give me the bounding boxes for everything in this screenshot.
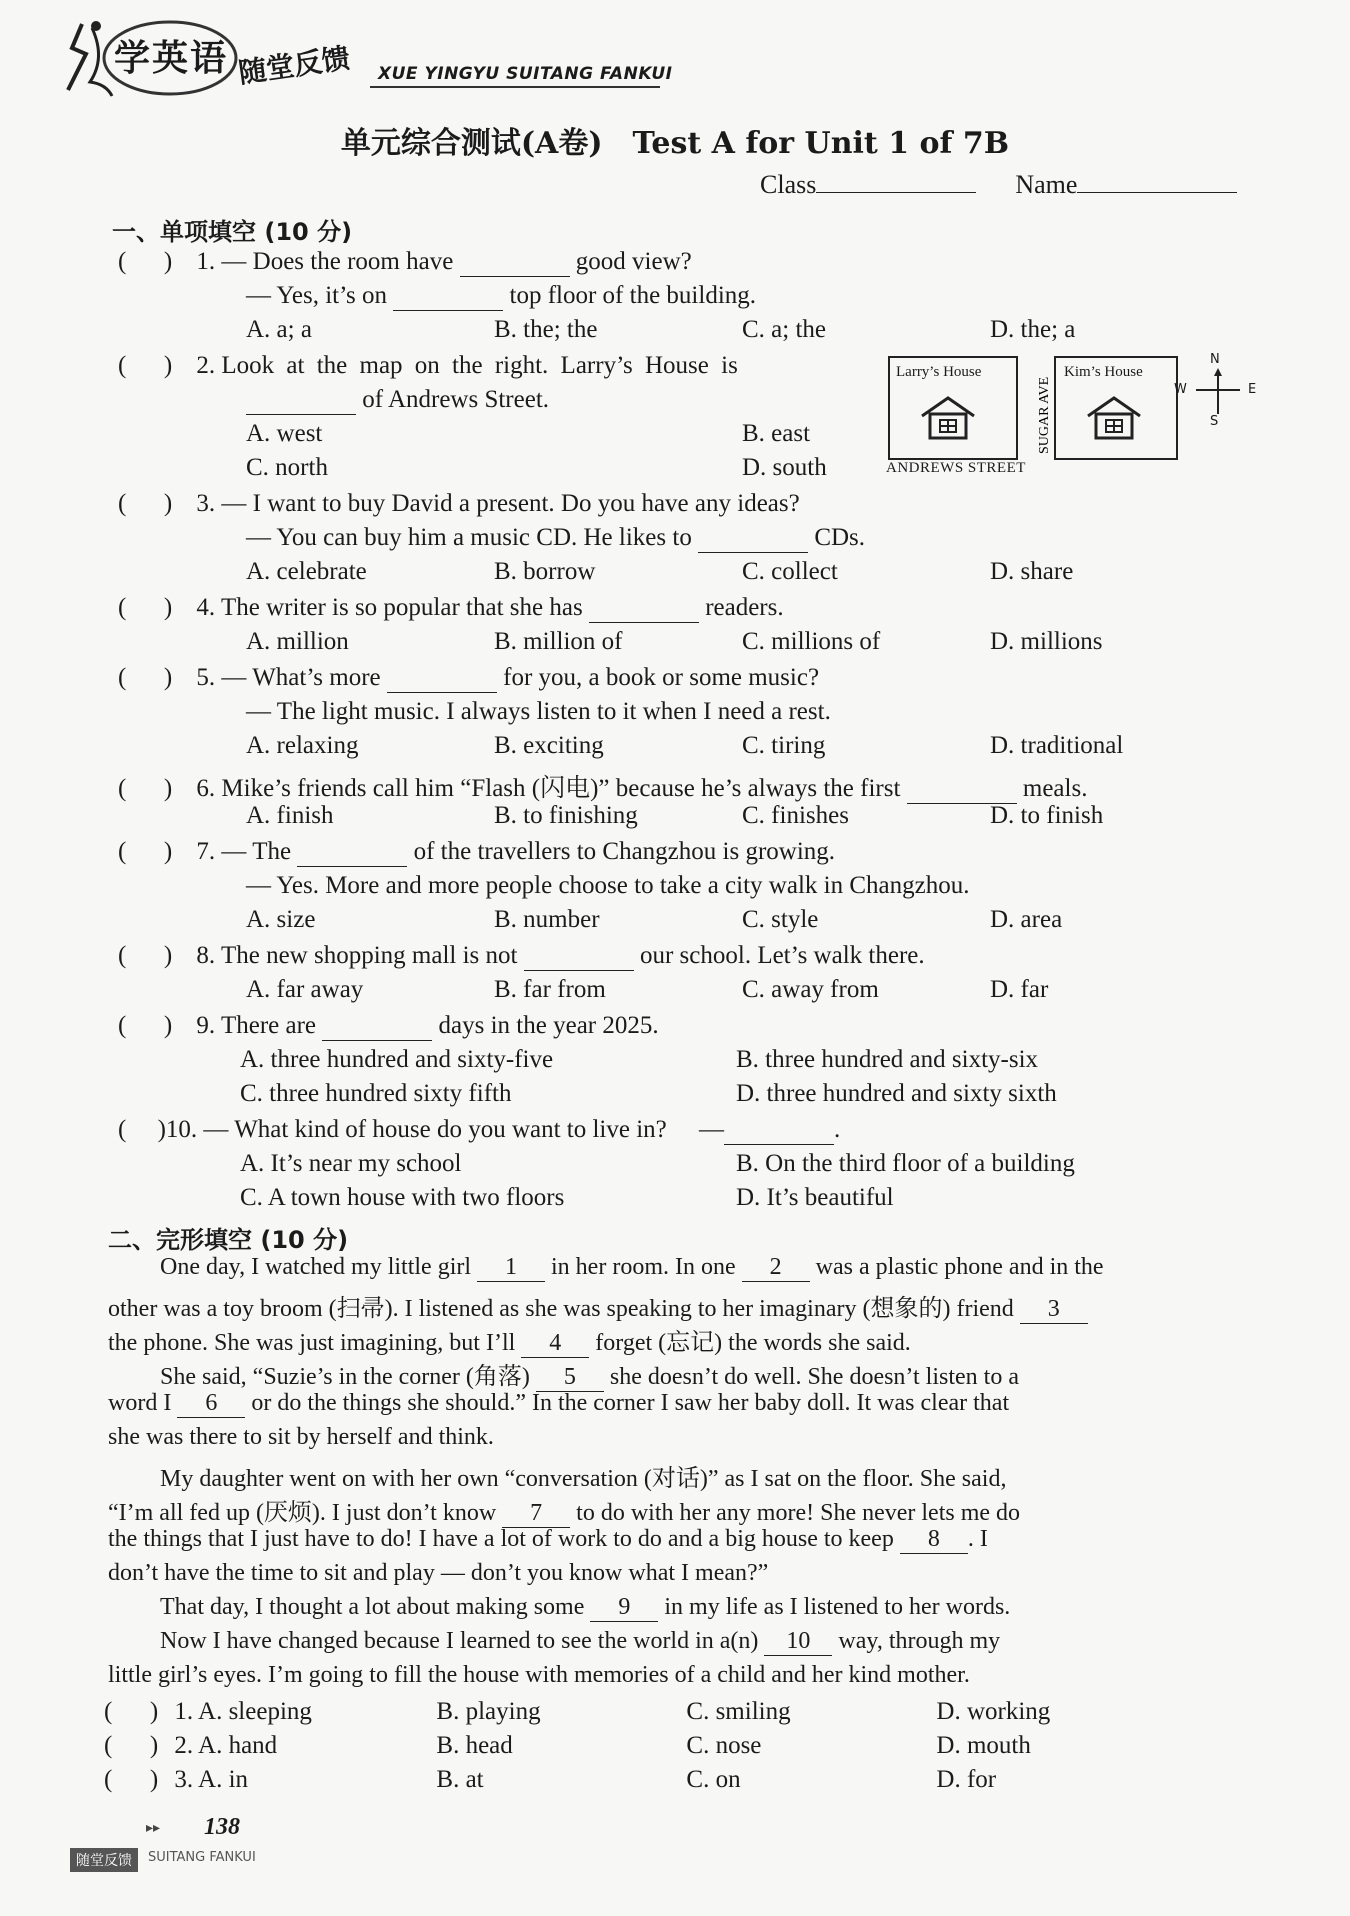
cloze-blank[interactable]: 9: [590, 1594, 658, 1622]
house-icon: [1084, 394, 1144, 442]
house-icon: [918, 394, 978, 442]
question-6-options: A. finish B. to finishing C. finishes D. to finish: [246, 802, 1104, 829]
question-7: ( ) 7. — The of the travellers to Changzhou is growing.: [118, 838, 836, 865]
blank[interactable]: [724, 1116, 834, 1145]
blank[interactable]: [246, 386, 356, 415]
cloze-p3-line3: the things that I just have to do! I have a lot of work to do and a big house to keep 8 . I: [108, 1526, 988, 1552]
question-7-line2: — Yes. More and more people choose to take a city walk in Changzhou.: [246, 872, 970, 899]
answer-paren[interactable]: ( ): [118, 594, 173, 621]
andrews-street-label: ANDREWS STREET: [886, 460, 1026, 476]
logo-subtitle: 随堂反馈: [236, 41, 352, 90]
question-2-options-ab: A. west B. east: [246, 420, 811, 447]
answer-paren[interactable]: ( ): [118, 490, 173, 517]
answer-paren[interactable]: ( ): [118, 352, 173, 379]
blank[interactable]: [698, 524, 808, 553]
answer-paren[interactable]: ( ): [118, 942, 173, 969]
cloze-p2-line1: She said, “Suzie’s in the corner (角落) 5 she doesn’t do well. She doesn’t listen to a: [160, 1364, 1019, 1390]
blank[interactable]: [589, 594, 699, 623]
question-5: ( ) 5. — What’s more for you, a book or some music?: [118, 664, 820, 691]
question-1: ( ) 1. — Does the room have good view?: [118, 248, 692, 275]
question-10: ( )10. — What kind of house do you want to live in? — .: [118, 1116, 841, 1143]
cloze-p2-line3: she was there to sit by herself and think.: [108, 1424, 494, 1450]
cloze-options-2: ( ) 2. A. hand B. head C. nose D. mouth: [104, 1732, 1031, 1759]
blank[interactable]: [907, 775, 1017, 804]
question-9-options-ab: A. three hundred and sixty-five B. three hundred and sixty-six: [240, 1046, 1039, 1073]
class-blank[interactable]: [816, 192, 976, 193]
logo-title: 学英语: [114, 38, 229, 79]
question-10-options-cd: C. A town house with two floors D. It’s beautiful: [240, 1184, 894, 1211]
answer-paren[interactable]: ( ): [118, 248, 173, 275]
question-3-line2: — You can buy him a music CD. He likes to CDs.: [246, 524, 866, 551]
blank[interactable]: [524, 942, 634, 971]
answer-paren[interactable]: ( ): [104, 1732, 159, 1759]
logo-pinyin: XUE YINGYU SUITANG FANKUI: [378, 64, 673, 84]
map-figure: [888, 352, 1260, 478]
answer-paren[interactable]: ( ): [104, 1766, 159, 1793]
cloze-blank[interactable]: 10: [764, 1628, 832, 1656]
name-blank[interactable]: [1077, 192, 1237, 193]
section1-heading: 一、单项填空 (10 分): [112, 218, 353, 246]
question-2: ( ) 2. Look at the map on the right. Larry’s House is: [118, 352, 738, 379]
footer-tag: 随堂反馈 SUITANG FANKUI: [70, 1846, 270, 1872]
cloze-p1-line2: other was a toy broom (扫帚). I listened as she was speaking to her imaginary (想象的) friend 3: [108, 1288, 1088, 1324]
cloze-blank[interactable]: 7: [502, 1500, 570, 1528]
cloze-p3-line4: don’t have the time to sit and play — don’t you know what I mean?”: [108, 1560, 769, 1586]
cloze-options-1: ( ) 1. A. sleeping B. playing C. smiling D. working: [104, 1698, 1051, 1725]
question-1-line2: — Yes, it’s on top floor of the building.: [246, 282, 757, 309]
cloze-options-3: ( ) 3. A. in B. at C. on D. for: [104, 1766, 997, 1793]
question-4-options: A. million B. million of C. millions of D. millions: [246, 628, 1103, 655]
question-3-options: A. celebrate B. borrow C. collect D. share: [246, 558, 1074, 585]
compass-icon: N S W E: [1174, 352, 1257, 429]
question-3: ( ) 3. — I want to buy David a present. Do you have any ideas?: [118, 490, 800, 517]
answer-paren[interactable]: ( ): [118, 1012, 173, 1039]
cloze-p5-line2: little girl’s eyes. I’m going to fill the house with memories of a child and her kind mother.: [108, 1662, 970, 1688]
cloze-blank[interactable]: 5: [536, 1364, 604, 1392]
cloze-p3-line1: My daughter went on with her own “conversation (对话)” as I sat on the floor. She said,: [160, 1466, 1007, 1492]
larry-house-box: [888, 356, 1018, 460]
cloze-blank[interactable]: 3: [1020, 1296, 1088, 1324]
question-9-options-cd: C. three hundred sixty fifth D. three hundred and sixty sixth: [240, 1080, 1057, 1107]
logo-underline: [370, 86, 660, 88]
blank[interactable]: [322, 1012, 432, 1041]
answer-paren[interactable]: ( ): [118, 775, 173, 802]
answer-paren[interactable]: ( ): [118, 838, 173, 865]
question-8: ( ) 8. The new shopping mall is not our school. Let’s walk there.: [118, 942, 925, 969]
blank[interactable]: [393, 282, 503, 311]
cloze-blank[interactable]: 8: [900, 1526, 968, 1554]
answer-paren[interactable]: (: [118, 1116, 158, 1143]
kim-house-box: [1054, 356, 1178, 460]
cloze-blank[interactable]: 4: [521, 1330, 589, 1358]
svg-text:SUGAR AVE: SUGAR AVE: [1037, 376, 1052, 454]
question-5-line2: — The light music. I always listen to it when I need a rest.: [246, 698, 831, 725]
question-5-options: A. relaxing B. exciting C. tiring D. traditional: [246, 732, 1124, 759]
cloze-p2-line2: word I 6 or do the things she should.” In the corner I saw her baby doll. It was clear that: [108, 1390, 1010, 1416]
section2-heading: 二、完形填空 (10 分): [108, 1226, 349, 1254]
question-7-options: A. size B. number C. style D. area: [246, 906, 1063, 933]
page-title: 单元综合测试(A卷) Test A for Unit 1 of 7B: [340, 126, 1010, 161]
blank[interactable]: [460, 248, 570, 277]
cloze-blank[interactable]: 2: [742, 1254, 810, 1282]
question-1-options: A. a; a B. the; the C. a; the D. the; a: [246, 316, 1076, 343]
cloze-blank[interactable]: 1: [477, 1254, 545, 1282]
question-10-options-ab: A. It’s near my school B. On the third floor of a building: [240, 1150, 1075, 1177]
sugar-ave-label: [1034, 358, 1052, 462]
cloze-blank[interactable]: 6: [177, 1390, 245, 1418]
cloze-p4-line1: That day, I thought a lot about making some 9 in my life as I listened to her words.: [160, 1594, 1011, 1620]
cloze-p1-line3: the phone. She was just imagining, but I’ll 4 forget (忘记) the words she said.: [108, 1330, 911, 1356]
cloze-p5-line1: Now I have changed because I learned to see the world in a(n) 10 way, through my: [160, 1628, 1001, 1654]
page-number: 138: [204, 1814, 240, 1840]
blank[interactable]: [387, 664, 497, 693]
question-6: ( ) 6. Mike’s friends call him “Flash (闪电)” because he’s always the first meals.: [118, 775, 1088, 802]
name-label: Name: [1015, 170, 1078, 199]
question-2-line2: of Andrews Street.: [246, 386, 549, 415]
question-8-options: A. far away B. far from C. away from D. far: [246, 976, 1049, 1003]
class-label: Class: [760, 170, 817, 199]
kim-house-label: Kim’s House: [1064, 364, 1143, 380]
question-4: ( ) 4. The writer is so popular that she has readers.: [118, 594, 784, 621]
cloze-p3-line2: “I’m all fed up (厌烦). I just don’t know 7 to do with her any more! She never lets me do: [108, 1500, 1021, 1526]
double-arrow-icon: ▸▸: [146, 1820, 161, 1836]
question-9: ( ) 9. There are days in the year 2025.: [118, 1012, 659, 1039]
cloze-p1-line1: One day, I watched my little girl 1 in her room. In one 2 was a plastic phone and in the: [160, 1254, 1104, 1280]
larry-house-label: Larry’s House: [896, 364, 982, 380]
answer-paren[interactable]: ( ): [118, 664, 173, 691]
question-2-options-cd: C. north D. south: [246, 454, 827, 481]
class-name-line: [760, 170, 1237, 200]
answer-paren[interactable]: ( ): [104, 1698, 159, 1725]
blank[interactable]: [297, 838, 407, 867]
